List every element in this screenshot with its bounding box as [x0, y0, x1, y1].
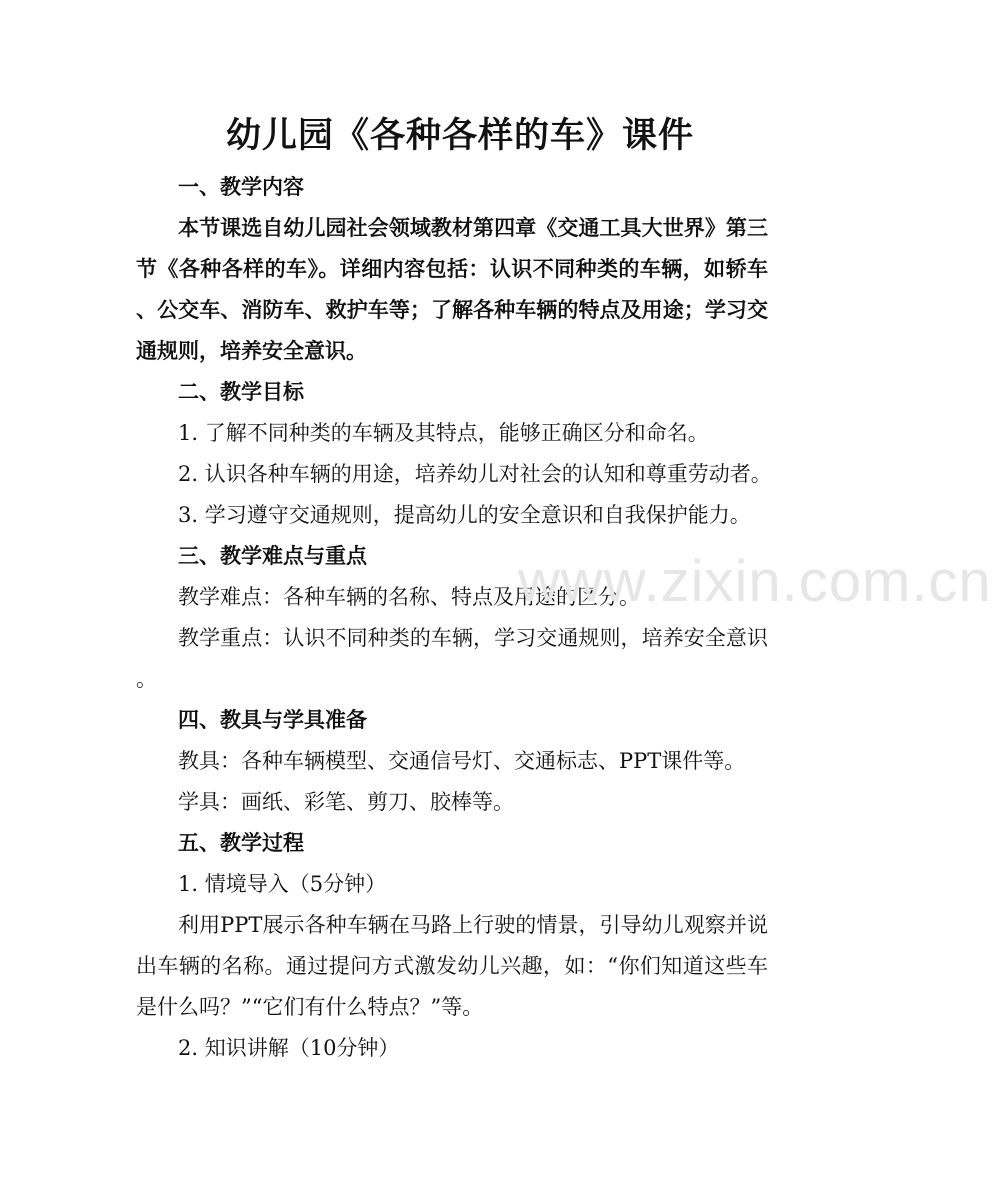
paragraph-line: 本节课选自幼儿园社会领域教材第四章《交通工具大世界》第三	[178, 216, 768, 240]
paragraph-line: 是什么吗？”“它们有什么特点？”等。	[136, 995, 484, 1019]
paragraph-line: 出车辆的名称。通过提问方式激发幼儿兴趣，如：“你们知道这些车	[136, 954, 768, 978]
section-heading-process: 五、教学过程	[178, 831, 304, 855]
objective-item: 2. 认识各种车辆的用途，培养幼儿对社会的认知和尊重劳动者。	[178, 462, 772, 486]
process-step-title: 2. 知识讲解（10分钟）	[178, 1036, 400, 1060]
paragraph-line: 节《各种各样的车》。详细内容包括：认识不同种类的车辆，如轿车	[136, 257, 768, 281]
paragraph-line: 、公交车、消防车、救护车等；了解各种车辆的特点及用途；学习交	[136, 298, 768, 322]
key-point-text: 。	[136, 667, 157, 691]
difficulty-text: 教学难点：各种车辆的名称、特点及用途的区分。	[178, 585, 640, 609]
key-point-text: 教学重点：认识不同种类的车辆，学习交通规则，培养安全意识	[178, 626, 768, 650]
objective-item: 1. 了解不同种类的车辆及其特点，能够正确区分和命名。	[178, 421, 709, 445]
objective-item: 3. 学习遵守交通规则，提高幼儿的安全意识和自我保护能力。	[178, 503, 751, 527]
paragraph-line: 利用PPT展示各种车辆在马路上行驶的情景，引导幼儿观察并说	[178, 913, 768, 937]
section-heading-materials: 四、教具与学具准备	[178, 708, 367, 732]
document-title: 幼儿园《各种各样的车》课件	[225, 116, 694, 156]
paragraph-line: 通规则，培养安全意识。	[136, 339, 367, 363]
section-heading-objectives: 二、教学目标	[178, 380, 304, 404]
section-heading-content: 一、教学内容	[178, 175, 304, 199]
teaching-aids-text: 教具：各种车辆模型、交通信号灯、交通标志、PPT课件等。	[178, 749, 746, 773]
learning-aids-text: 学具：画纸、彩笔、剪刀、胶棒等。	[178, 790, 514, 814]
section-heading-difficulties: 三、教学难点与重点	[178, 544, 367, 568]
watermark: www.zixin.com.cn	[518, 549, 992, 614]
process-step-title: 1. 情境导入（5分钟）	[178, 872, 387, 896]
